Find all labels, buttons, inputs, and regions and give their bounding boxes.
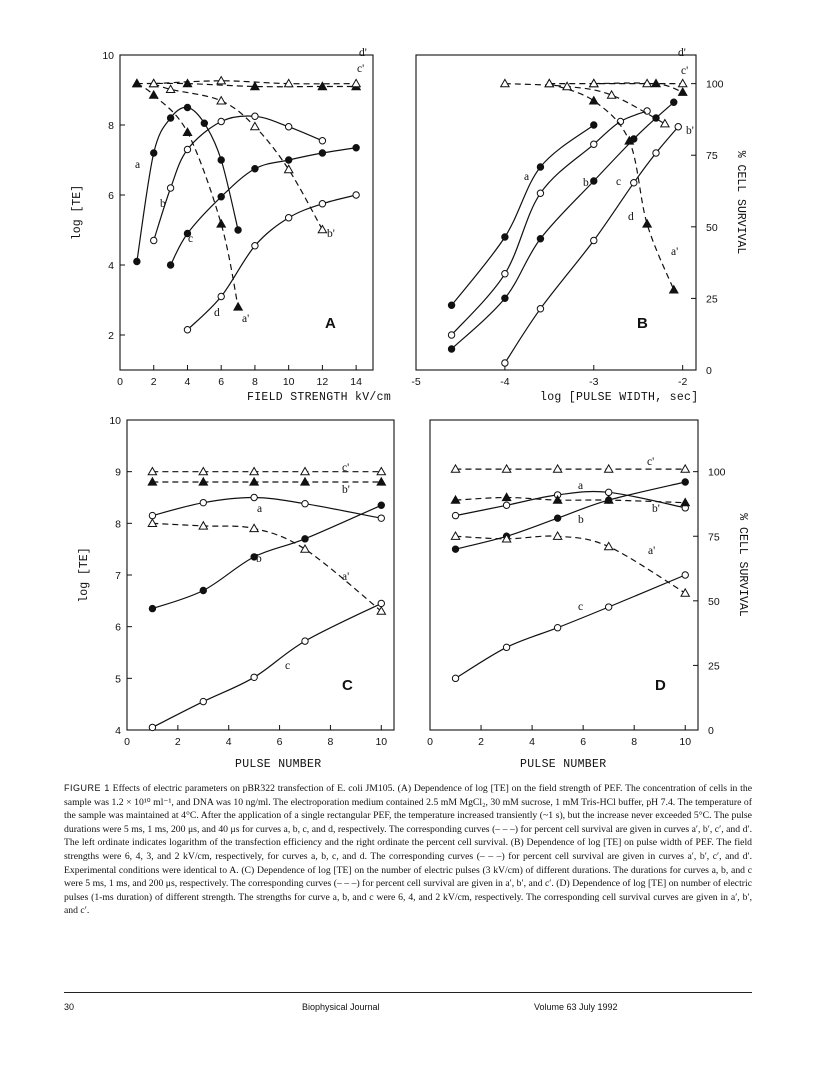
series-line-d (188, 195, 357, 330)
series-line-a (152, 497, 381, 518)
data-point-d (285, 215, 291, 221)
series-label: b' (686, 125, 694, 137)
x-axis-title: PULSE NUMBER (520, 758, 607, 771)
series-line-b (152, 505, 381, 608)
data-point-a-prime (605, 542, 613, 549)
panel-label: A (325, 315, 336, 332)
data-point-c (682, 572, 688, 578)
data-point-a (591, 122, 597, 128)
journal-name: Biophysical Journal (302, 1002, 380, 1012)
data-point-d (252, 243, 258, 249)
data-point-a (134, 258, 140, 264)
y-axis-title: log [TE] (78, 547, 91, 603)
data-point-c-prime (679, 88, 687, 95)
y-tick-label: 4 (108, 260, 114, 272)
data-point-a (235, 227, 241, 233)
data-point-c (200, 698, 206, 704)
series-line-c (456, 575, 686, 678)
series-line-c (152, 603, 381, 727)
data-point-b-prime (318, 226, 326, 233)
series-label: c' (357, 63, 365, 75)
data-point-b-prime (251, 122, 259, 129)
data-point-b-prime (661, 120, 669, 127)
series-label: b (578, 514, 584, 526)
data-point-d (502, 360, 508, 366)
data-point-a-prime (643, 220, 651, 227)
data-point-d (631, 180, 637, 186)
x-tick-label: 2 (478, 736, 484, 748)
data-point-a-prime (553, 532, 561, 539)
data-point-d (218, 293, 224, 299)
data-point-b (151, 237, 157, 243)
y-tick-label: 10 (109, 415, 121, 427)
data-point-d (591, 237, 597, 243)
panel-B (411, 47, 747, 404)
series-line-b (154, 116, 323, 241)
data-point-b (452, 546, 458, 552)
y-tick-label: 4 (115, 725, 121, 737)
data-point-a (378, 515, 384, 521)
x-tick-label: 0 (124, 736, 130, 748)
series-label: b' (342, 484, 350, 496)
panel-label: C (342, 677, 353, 694)
data-point-a (201, 120, 207, 126)
plot-frame (416, 55, 696, 370)
x-tick-label: -4 (500, 376, 510, 388)
series-label: c' (647, 456, 655, 468)
x-tick-label: 10 (679, 736, 692, 748)
series-label: d' (359, 47, 367, 59)
data-point-d (319, 201, 325, 207)
y-tick-label: 10 (102, 50, 114, 62)
x-tick-label: 10 (282, 376, 295, 388)
data-point-a (167, 115, 173, 121)
x-tick-label: 4 (184, 376, 191, 388)
y-tick-label: 7 (115, 570, 121, 582)
data-point-b-prime (285, 165, 293, 172)
data-point-b (302, 536, 308, 542)
data-point-b (218, 118, 224, 124)
data-point-a (151, 150, 157, 156)
series-label: c' (342, 462, 350, 474)
x-axis-title: FIELD STRENGTH kV/cm (247, 391, 392, 404)
x-tick-label: 14 (350, 376, 362, 388)
data-point-b (537, 190, 543, 196)
y-tick-label: 5 (115, 673, 121, 686)
series-label: a (135, 159, 141, 171)
data-point-b (554, 515, 560, 521)
series-label: a (257, 503, 263, 515)
series-label: d' (678, 47, 686, 59)
data-point-d (537, 306, 543, 312)
series-label: c (616, 176, 622, 188)
series-label: c (285, 660, 291, 672)
data-point-d (353, 192, 359, 198)
series-label: c (578, 601, 584, 613)
y-tick-label: 8 (108, 120, 114, 132)
data-point-a (251, 494, 257, 500)
series-label: a' (671, 246, 679, 258)
data-point-c (605, 604, 611, 610)
page-footer (64, 1002, 752, 1018)
data-point-c (285, 157, 291, 163)
data-point-a-prime (234, 303, 242, 310)
data-point-b (644, 108, 650, 114)
y-tick-label: 2 (108, 330, 114, 342)
series-line-c (452, 102, 674, 349)
x-tick-label: 6 (276, 736, 283, 748)
data-point-d (653, 150, 659, 156)
data-point-c (149, 724, 155, 730)
data-point-b (200, 587, 206, 593)
x-tick-label: 8 (631, 736, 638, 748)
y2-tick-label: 50 (708, 595, 720, 608)
data-point-a (502, 234, 508, 240)
x-tick-label: 2 (150, 376, 157, 388)
y2-tick-label: 75 (706, 150, 718, 163)
x-tick-label: 8 (252, 376, 258, 388)
data-point-a-prime (451, 532, 459, 539)
plot-frame (127, 420, 394, 730)
data-point-a (448, 302, 454, 308)
data-point-a (452, 512, 458, 518)
data-point-b (252, 113, 258, 119)
data-point-a-prime (681, 589, 689, 596)
y2-tick-label: 25 (706, 293, 718, 306)
panel-label: D (655, 677, 666, 694)
data-point-a (218, 157, 224, 163)
series-line-d (505, 127, 678, 363)
series-label: a' (342, 571, 350, 583)
data-point-b (285, 124, 291, 130)
data-point-a-prime (150, 91, 158, 98)
series-label: a (578, 480, 584, 492)
data-point-c (167, 262, 173, 268)
data-point-a (184, 104, 190, 110)
data-point-a-prime (590, 97, 598, 104)
data-point-c (218, 194, 224, 200)
data-point-c (302, 638, 308, 644)
series-line-c-prime (594, 83, 683, 92)
data-point-b (682, 479, 688, 485)
x-axis-title: PULSE NUMBER (235, 758, 322, 771)
data-point-c-prime (681, 465, 689, 472)
y-axis-title: log [TE] (71, 184, 84, 241)
y2-tick-label: 0 (706, 365, 712, 377)
y2-axis-title: % CELL SURVIVAL (736, 513, 749, 617)
data-point-b (167, 185, 173, 191)
y2-tick-label: 50 (706, 221, 718, 234)
data-point-c (319, 150, 325, 156)
x-tick-label: -5 (411, 376, 421, 388)
figure-caption (64, 782, 752, 918)
data-point-b (502, 271, 508, 277)
journal-issue: Volume 63 July 1992 (534, 1002, 618, 1012)
series-label: b' (327, 228, 335, 240)
data-point-b-prime (217, 97, 225, 104)
x-tick-label: 6 (218, 376, 225, 388)
series-line-b (452, 111, 647, 335)
data-point-a (503, 502, 509, 508)
x-axis-title: log [PULSE WIDTH, sec] (540, 391, 699, 404)
x-tick-label: 0 (117, 376, 123, 388)
series-label: d (214, 307, 220, 319)
y2-axis-title: % CELL SURVIVAL (734, 150, 747, 255)
footer-rule (64, 992, 752, 993)
data-point-b (184, 146, 190, 152)
data-point-b (319, 138, 325, 144)
x-tick-label: -3 (589, 376, 599, 388)
panel-D (427, 420, 749, 771)
series-line-a (452, 125, 594, 305)
data-point-c (353, 145, 359, 151)
data-point-a (149, 512, 155, 518)
data-point-a (537, 164, 543, 170)
data-point-a-prime (670, 286, 678, 293)
data-point-c (554, 625, 560, 631)
data-point-a (302, 501, 308, 507)
series-line-c (171, 148, 357, 265)
data-point-a-prime (199, 522, 207, 529)
y2-tick-label: 25 (708, 660, 720, 673)
data-point-c (671, 99, 677, 105)
data-point-a-prime (148, 519, 156, 526)
series-label: a' (242, 313, 250, 325)
x-tick-label: 4 (529, 736, 536, 748)
series-label: b' (652, 503, 660, 515)
data-point-c (591, 178, 597, 184)
series-label: b (256, 553, 262, 565)
data-point-c (251, 674, 257, 680)
series-line-b-prime (505, 84, 665, 124)
series-line-b (456, 482, 686, 549)
series-label: d (628, 211, 634, 223)
data-point-a-prime (217, 220, 225, 227)
data-point-d-prime (352, 79, 360, 86)
y2-tick-label: 100 (708, 466, 726, 479)
data-point-d (675, 124, 681, 130)
y2-tick-label: 0 (708, 725, 714, 737)
data-point-c (448, 346, 454, 352)
series-label: c (188, 233, 194, 245)
data-point-a (200, 499, 206, 505)
data-point-a-prime (183, 128, 191, 135)
y-tick-label: 6 (108, 190, 114, 202)
x-tick-label: 0 (427, 736, 433, 748)
x-tick-label: 6 (580, 736, 587, 748)
y-tick-label: 8 (115, 518, 121, 531)
x-tick-label: 12 (316, 376, 329, 388)
panel-A (71, 47, 391, 404)
data-point-a (605, 489, 611, 495)
data-point-b-prime (681, 499, 689, 506)
x-tick-label: -2 (677, 376, 688, 388)
x-tick-label: 4 (225, 736, 232, 748)
y2-tick-label: 75 (708, 531, 720, 544)
series-line-a (456, 492, 686, 516)
data-point-b (591, 141, 597, 147)
series-label: a (524, 171, 530, 183)
data-point-c (537, 236, 543, 242)
series-label: c' (681, 65, 689, 77)
data-point-c (502, 295, 508, 301)
x-tick-label: 10 (375, 736, 388, 748)
data-point-a-prime (250, 524, 258, 531)
data-point-c (252, 166, 258, 172)
y-tick-label: 6 (115, 621, 121, 634)
x-tick-label: 8 (327, 736, 334, 748)
panel-C (78, 415, 394, 771)
data-point-a-prime (301, 545, 309, 552)
data-point-c (452, 675, 458, 681)
page-number: 30 (64, 1002, 75, 1012)
x-tick-label: 2 (174, 736, 181, 748)
data-point-b (378, 502, 384, 508)
y2-tick-label: 100 (706, 78, 724, 91)
data-point-b-prime (501, 79, 509, 86)
series-label: a' (648, 545, 656, 557)
y-tick-label: 9 (115, 466, 121, 479)
caption-lead: FIGURE 1 (64, 783, 110, 793)
data-point-b (448, 332, 454, 338)
caption-text: Effects of electric parameters on pBR322 transfection of E. coli JM105. (A) Dependence of log [TE] on the field strength of PEF. The concentration of cells in the sample was 1.2 × 10¹⁰ ml⁻¹, and DNA was 10 ng/ml. The electroporation medium contained 2.5 mM MgCl₂, 30 mM sucrose, 1 mM Tris-HCl buffer, pH 7.4. The temperature of the sample was maintained at 4°C. After the application of a single rectangular PEF, the temperature increased transiently (~1 s), but the increase never exceeded 5°C. The pulse durations were 5 ms, 1 ms, 200 μs, and 40 μs for curves a, b, c, and d, respectively. The corresponding curves (– – –) for percent cell survival are given in curves a′, b′, c′, and d′. The left ordinate indicates logarithm of the transfection efficiency and the right ordinate the percent cell survival. (B) Dependence of log [TE] on pulse width of PEF. The field strengths were 6, 4, 3, and 2 kV/cm, respectively, for curves a, b, c, and d. The corresponding curves (– – –) for percent cell survival are given in curves a′, b′, c′, and d′. Experimental conditions were identical to A. (C) Dependence of log [TE] on the number of electric pulses (3 kV/cm) of different durations. The durations for curves a, b, and c were 5 ms, 1 ms, and 200 μs, respectively. The corresponding curves (– – –) for percent cell survival are given in a′, b′, and c′. (D) Dependence of log [TE] on number of electric pulses (1-ms duration) of different strength. The strengths for curve a, b, and c were 6, 4, and 2 kV/cm, respectively. The corresponding cell survival curves are given in a′, b′, and c′. (64, 783, 752, 917)
series-label: b (583, 177, 589, 189)
panel-label: B (637, 315, 648, 332)
data-point-d (184, 327, 190, 333)
series-label: b (160, 198, 166, 210)
series-line-b-prime (154, 84, 323, 230)
data-point-b (149, 605, 155, 611)
data-point-c (378, 600, 384, 606)
data-point-c (503, 644, 509, 650)
